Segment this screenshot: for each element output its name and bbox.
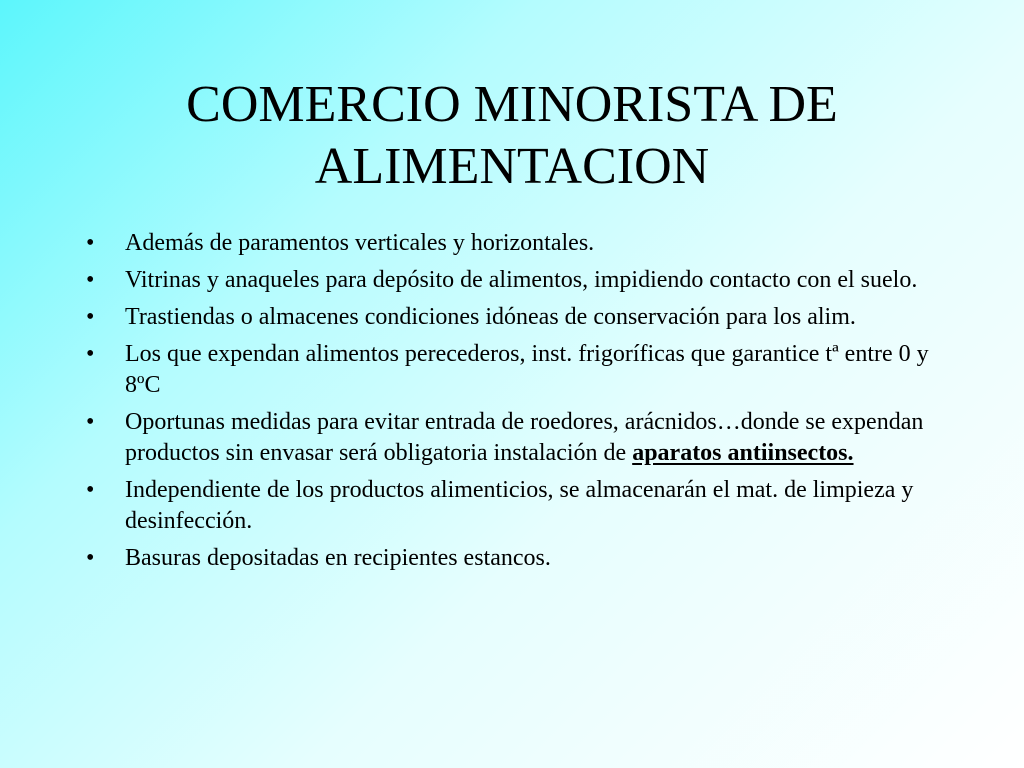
bullet-text: Además de paramentos verticales y horizontales. <box>125 230 595 256</box>
bullet-item <box>86 228 946 259</box>
slide-title <box>80 74 944 198</box>
bullet-dot-icon: • <box>86 477 95 503</box>
bullet-item <box>86 339 946 401</box>
bullet-item <box>86 543 946 574</box>
bullet-dot-icon: • <box>86 230 95 256</box>
title-line-1: COMERCIO MINORISTA DE <box>186 76 838 133</box>
bullet-item <box>86 265 946 296</box>
bullet-text: Oportunas medidas para evitar entrada de roedores, arácnidos…donde se expendan productos sin envasar será obligatoria instalación de <box>125 409 924 466</box>
title-line-2: ALIMENTACION <box>314 138 710 195</box>
bullet-text: Vitrinas y anaqueles para depósito de alimentos, impidiendo contacto con el suelo. <box>125 267 918 293</box>
bullet-dot-icon: • <box>86 341 95 367</box>
bullet-item <box>86 407 946 469</box>
bullet-item <box>86 302 946 333</box>
bullet-text: Basuras depositadas en recipientes estancos. <box>125 545 551 571</box>
bullet-text: Los que expendan alimentos perecederos, inst. frigoríficas que garantice tª entre 0 y 8ºC <box>125 341 929 398</box>
bullet-item <box>86 475 946 537</box>
bullet-dot-icon: • <box>86 545 95 571</box>
bullet-list <box>86 228 946 580</box>
bullet-emphasis-text: aparatos antiinsectos. <box>632 440 854 466</box>
bullet-dot-icon: • <box>86 267 95 293</box>
bullet-dot-icon: • <box>86 304 95 330</box>
bullet-text: Independiente de los productos alimenticios, se almacenarán el mat. de limpieza y desinfección. <box>125 477 914 534</box>
bullet-text: Trastiendas o almacenes condiciones idóneas de conservación para los alim. <box>125 304 856 330</box>
bullet-dot-icon: • <box>86 409 95 435</box>
